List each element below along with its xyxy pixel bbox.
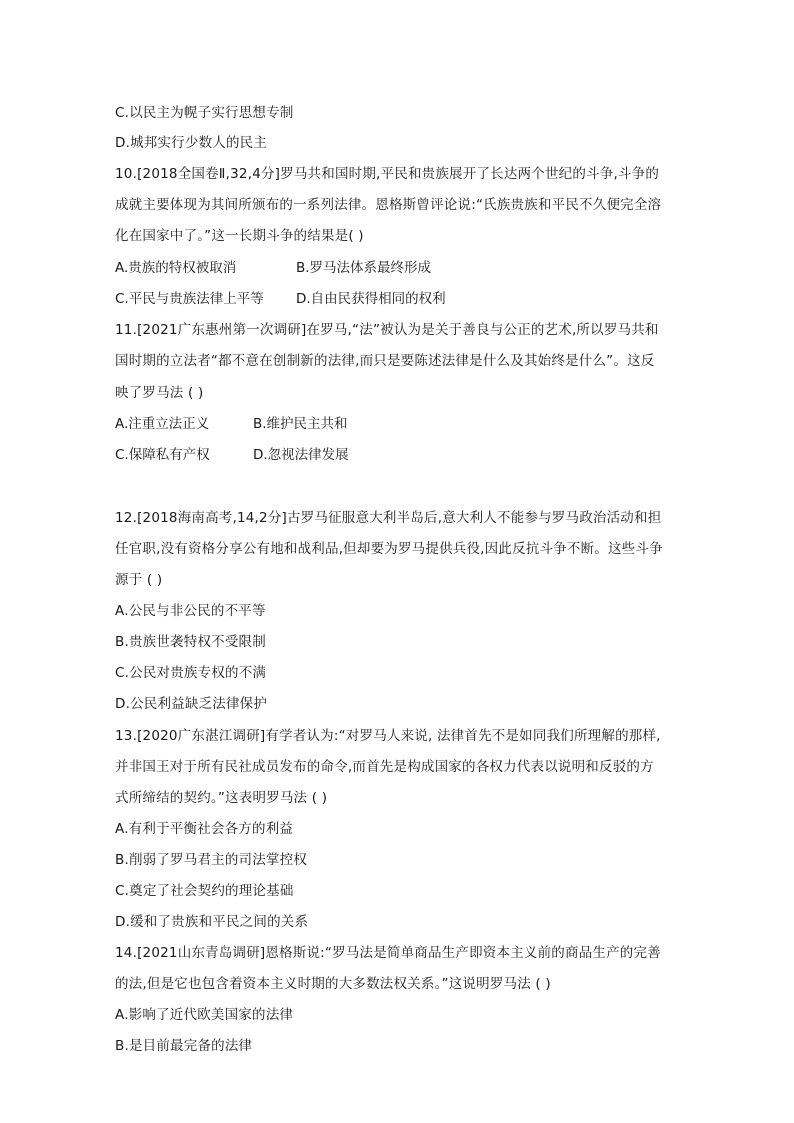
q12-option-d: D.公民利益缺乏法律保护 (115, 696, 268, 712)
q11-stem-line-3: 映了罗马法 ( ) (115, 385, 204, 401)
q12-stem-line-1: 12.[2018海南高考,14,2分]古罗马征服意大利半岛后,意大利人不能参与罗马政治活动和担 (115, 510, 662, 526)
q13-stem-line-1: 13.[2020广东湛江调研]有学者认为:“对罗马人来说, 法律首先不是如同我们所理解的那样, (115, 728, 661, 744)
q10-stem-line-1: 10.[2018全国卷Ⅱ,32,4分]罗马共和国时期,平民和贵族展开了长达两个世纪的斗争,斗争的 (115, 166, 660, 182)
q13-option-d: D.缓和了贵族和平民之间的关系 (115, 914, 309, 930)
q14-stem-line-1: 14.[2021山东青岛调研]恩格斯说:“罗马法是简单商品生产即资本主义前的商品生产的完善 (115, 945, 661, 961)
q13-option-c: C.奠定了社会契约的理论基础 (115, 883, 294, 899)
q10-option-a: A.贵族的特权被取消 (115, 260, 237, 276)
q11-stem-line-2: 国时期的立法者“都不意在创制新的法律,而只是要陈述法律是什么及其始终是什么”。这反 (115, 353, 655, 369)
q14-stem-line-2: 的法,但是它也包含着资本主义时期的大多数法权关系。”这说明罗马法 ( ) (115, 976, 551, 992)
q10-stem-line-2: 成就主要体现为其间所颁布的一系列法律。恩格斯曾评论说:“氏族贵族和平民不久便完全溶 (115, 197, 662, 213)
q10-option-d: D.自由民获得相同的权利 (296, 291, 446, 307)
q12-stem-line-2: 任官职,没有资格分享公有地和战利品,但却要为罗马提供兵役,因此反抗斗争不断。这些斗争 (115, 541, 663, 557)
q13-option-b: B.削弱了罗马君主的司法掌控权 (115, 852, 308, 868)
q11-option-a: A.注重立法正义 (115, 416, 210, 432)
q10-option-c: C.平民与贵族法律上平等 (115, 291, 264, 307)
q12-option-c: C.公民对贵族专权的不满 (115, 665, 267, 681)
q10-option-b: B.罗马法体系最终形成 (296, 260, 432, 276)
q14-option-b: B.是目前最完备的法律 (115, 1038, 253, 1054)
q13-option-a: A.有利于平衡社会各方的利益 (115, 821, 294, 837)
q11-stem-line-1: 11.[2021广东惠州第一次调研]在罗马,“法”被认为是关于善良与公正的艺术,所以罗马共和 (115, 322, 659, 338)
q11-option-b: B.维护民主共和 (253, 416, 348, 432)
q13-stem-line-2: 并非国王对于所有民社成员发布的命令,而首先是构成国家的各权力代表以说明和反驳的方 (115, 759, 654, 775)
q12-option-b: B.贵族世袭特权不受限制 (115, 634, 266, 650)
q9-option-d: D.城邦实行少数人的民主 (115, 135, 268, 151)
q11-option-d: D.忽视法律发展 (253, 447, 349, 463)
q13-stem-line-3: 式所缔结的契约。”这表明罗马法 ( ) (115, 790, 328, 806)
q14-option-a: A.影响了近代欧美国家的法律 (115, 1007, 294, 1023)
q10-stem-line-3: 化在国家中了。”这一长期斗争的结果是( ) (115, 228, 364, 244)
q11-option-c: C.保障私有产权 (115, 447, 210, 463)
q12-option-a-line: A.公民与非公民的不平等 (115, 603, 266, 619)
q9-option-c: C.以民主为幌子实行思想专制 (115, 105, 294, 121)
q12-stem-line-3: 源于 ( ) (115, 572, 163, 588)
